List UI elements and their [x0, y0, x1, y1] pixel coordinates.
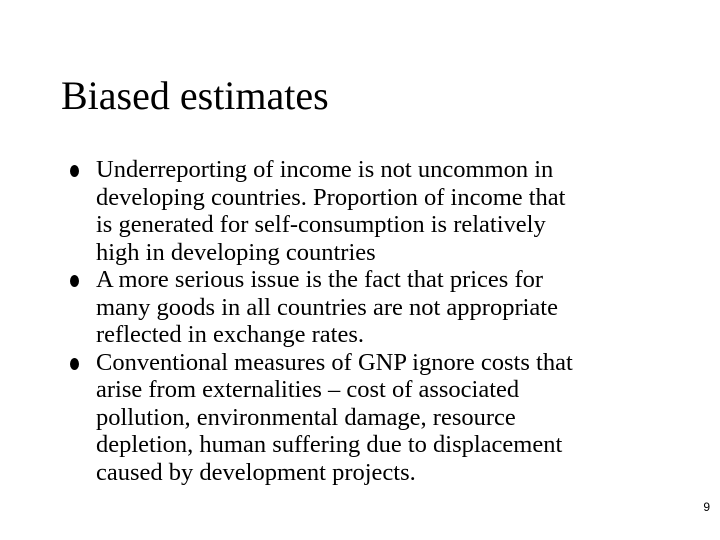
bullet-dot-icon [70, 165, 79, 177]
bullet-line: caused by development projects. [96, 458, 416, 486]
bullet-line: depletion, human suffering due to displacement [96, 431, 563, 458]
slide-title: Biased estimates [61, 73, 329, 118]
page-number: 9 [703, 500, 710, 514]
bullet-line: Underreporting of income is not uncommon in [96, 156, 554, 183]
bullet-line: developing countries. Proportion of income that [96, 183, 566, 211]
bullet-line: high in developing countries [96, 238, 376, 266]
bullet-item [70, 266, 650, 349]
bullet-line: reflected in exchange rates. [96, 321, 364, 348]
bullet-dot-icon [70, 358, 79, 370]
bullet-line: arise from externalities – cost of associated [96, 376, 520, 403]
bullet-line: is generated for self-consumption is relatively [96, 211, 546, 238]
bullet-item [70, 156, 650, 266]
bullet-line: Conventional measures of GNP ignore costs that [96, 348, 573, 376]
bullet-item [70, 349, 650, 487]
bullet-list [70, 156, 650, 486]
bullet-line: A more serious issue is the fact that prices for [96, 266, 544, 293]
bullet-dot-icon [70, 275, 79, 287]
bullet-line: pollution, environmental damage, resource [96, 403, 516, 431]
bullet-line: many goods in all countries are not appropriate [96, 293, 558, 321]
